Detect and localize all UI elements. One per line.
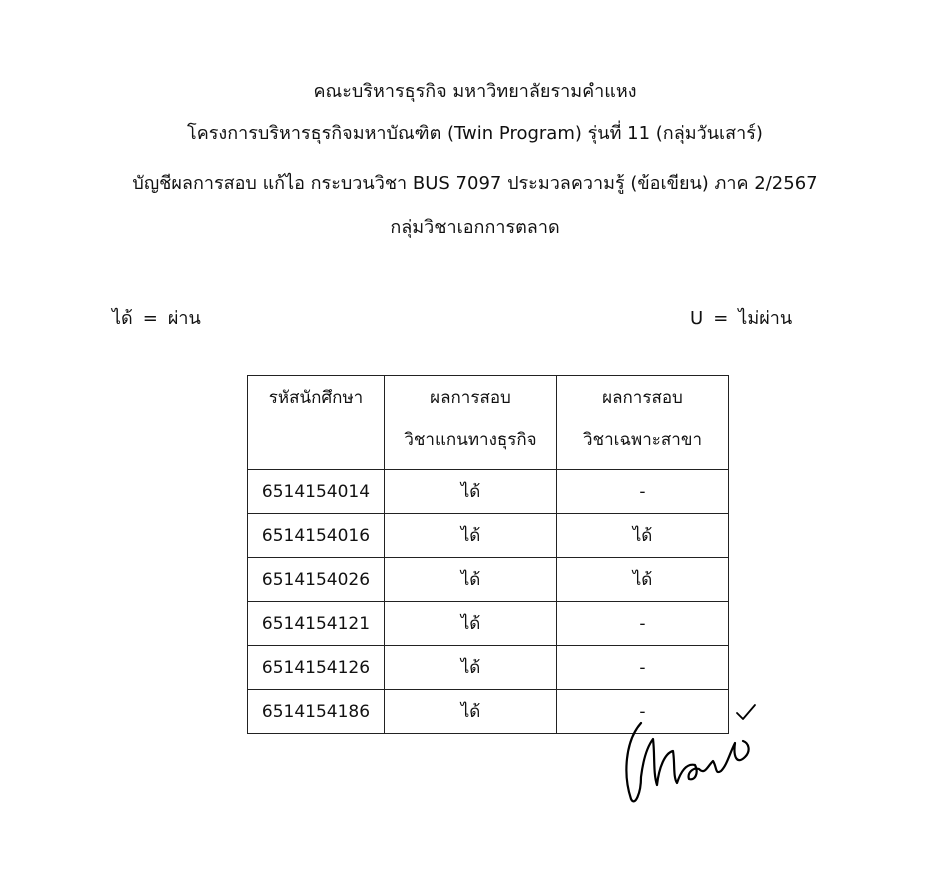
- core-result-header-line1: ผลการสอบ: [430, 388, 511, 408]
- table-row: [248, 602, 729, 646]
- table-row: [248, 646, 729, 690]
- signature-check-mark: [737, 705, 755, 719]
- major-result-cell: -: [557, 470, 729, 514]
- table-row: [248, 514, 729, 558]
- exam-title: บัญชีผลการสอบ แก้ไอ กระบวนวิชา BUS 7097 ประมวลความรู้ (ข้อเขียน) ภาค 2/2567: [132, 173, 818, 194]
- student-id-cell: 6514154016: [248, 514, 385, 558]
- major-result-cell: ได้: [557, 514, 729, 558]
- legend-equals: =: [713, 308, 729, 329]
- core-result-header: [385, 376, 557, 470]
- core-result-cell: ได้: [385, 558, 557, 602]
- legend-pass: [112, 307, 201, 331]
- student-id-header-label: รหัสนักศึกษา: [268, 388, 364, 408]
- faculty-title: คณะบริหารธุรกิจ มหาวิทยาลัยรามคำแหง: [313, 81, 637, 102]
- core-result-cell: ได้: [385, 690, 557, 734]
- core-result-cell: ได้: [385, 602, 557, 646]
- legend-fail-symbol: U: [690, 308, 704, 329]
- signature: [617, 703, 767, 808]
- table-header-row: [248, 376, 729, 470]
- major-result-cell: ได้: [557, 558, 729, 602]
- student-id-cell: 6514154126: [248, 646, 385, 690]
- major-result-cell: -: [557, 602, 729, 646]
- legend-pass-meaning: ผ่าน: [167, 308, 201, 329]
- legend-fail-meaning: ไม่ผ่าน: [738, 308, 793, 329]
- major-result-cell: -: [557, 690, 729, 734]
- legend-fail: [690, 307, 792, 331]
- table-row: [248, 470, 729, 514]
- major-result-header: [557, 376, 729, 470]
- major-title: กลุ่มวิชาเอกการตลาด: [390, 217, 560, 238]
- legend-pass-symbol: ได้: [112, 308, 133, 329]
- student-id-cell: 6514154014: [248, 470, 385, 514]
- signature-stroke: [626, 723, 748, 801]
- core-result-cell: ได้: [385, 646, 557, 690]
- program-title: โครงการบริหารธุรกิจมหาบัณฑิต (Twin Program) รุ่นที่ 11 (กลุ่มวันเสาร์): [187, 123, 763, 144]
- core-result-header-line2: วิชาแกนทางธุรกิจ: [404, 430, 537, 450]
- core-result-cell: ได้: [385, 514, 557, 558]
- major-result-header-line2: วิชาเฉพาะสาขา: [583, 430, 702, 450]
- legend-equals: =: [142, 308, 158, 329]
- student-id-cell: 6514154186: [248, 690, 385, 734]
- student-id-header: [248, 376, 385, 470]
- major-result-cell: -: [557, 646, 729, 690]
- core-result-cell: ได้: [385, 470, 557, 514]
- major-result-header-line1: ผลการสอบ: [602, 388, 683, 408]
- table-row: [248, 558, 729, 602]
- student-id-cell: 6514154121: [248, 602, 385, 646]
- results-table: [247, 375, 729, 734]
- student-id-cell: 6514154026: [248, 558, 385, 602]
